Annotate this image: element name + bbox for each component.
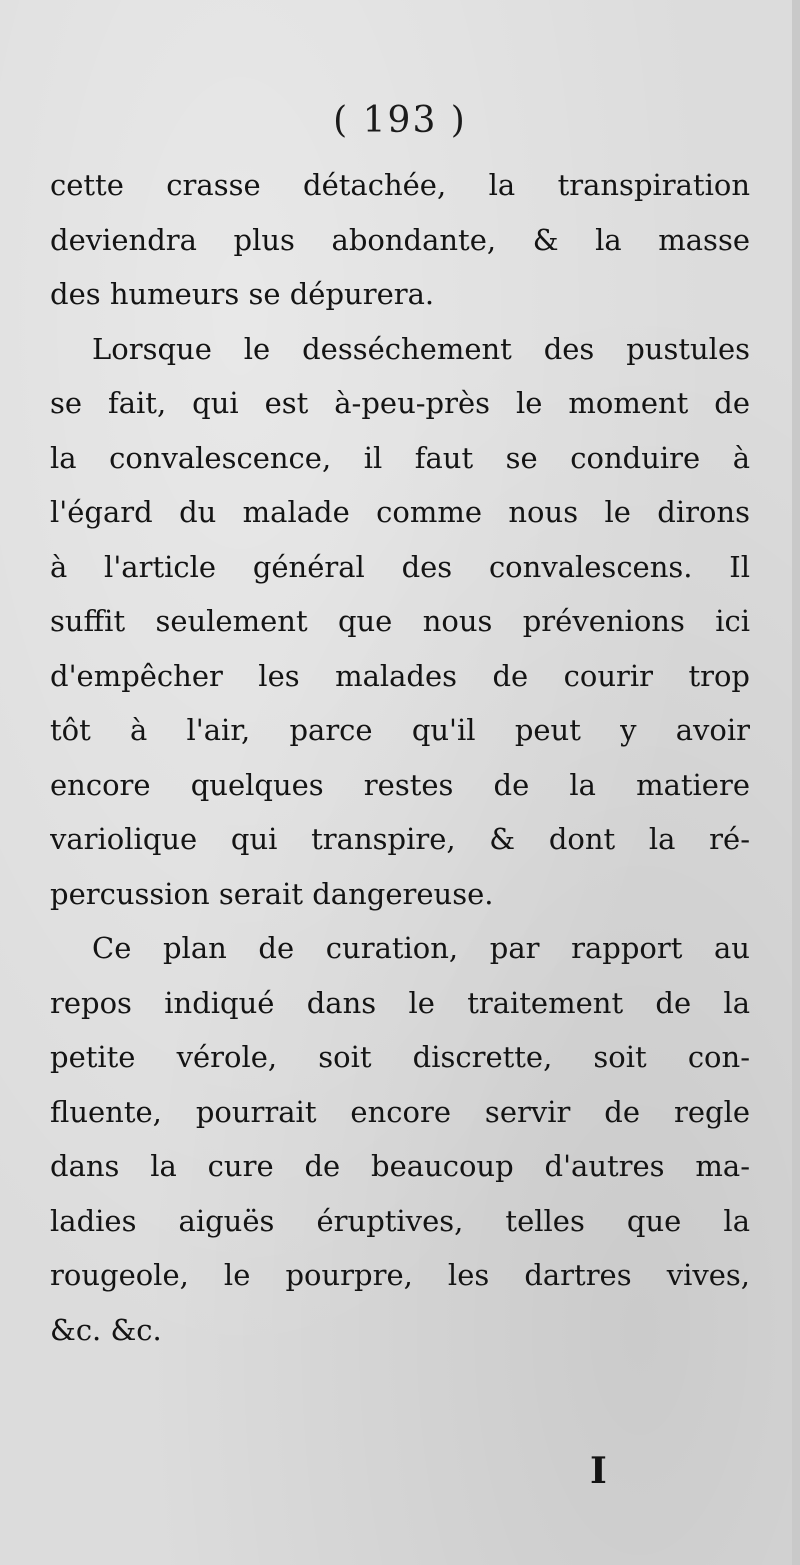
- paragraph-2: [50, 322, 750, 922]
- text-line: ladies aiguës éruptives, telles que la: [50, 1203, 750, 1238]
- text-line: Ce plan de curation, par rapport au: [92, 931, 750, 965]
- text-line: suffit seulement que nous prévenions ici: [50, 604, 750, 638]
- text-line: encore quelques restes de la matiere: [50, 767, 750, 802]
- text-line: variolique qui transpire, & dont la ré-: [50, 822, 750, 856]
- text-line: Lorsque le desséchement des pustules: [92, 331, 750, 366]
- page-number: ( 193 ): [333, 100, 467, 141]
- text-line: la convalescence, il faut se conduire à: [50, 440, 750, 475]
- body-text: [50, 158, 750, 1357]
- text-line: d'empêcher les malades de courir trop: [50, 658, 750, 693]
- text-line: l'égard du malade comme nous le dirons: [50, 495, 750, 529]
- text-line: à l'article général des convalescens. Il: [50, 549, 750, 584]
- text-line: fluente, pourrait encore servir de regle: [50, 1094, 750, 1129]
- text-line: se fait, qui est à-peu-près le moment de: [50, 386, 750, 420]
- signature-mark: I: [590, 1450, 607, 1492]
- text-line: petite vérole, soit discrette, soit con-: [50, 1040, 750, 1074]
- text-line: des humeurs se dépurera.: [50, 277, 435, 311]
- text-line: tôt à l'air, parce qu'il peut y avoir: [50, 713, 750, 747]
- text-line: repos indiqué dans le traitement de la: [50, 985, 750, 1020]
- text-line: percussion serait dangereuse.: [50, 876, 494, 911]
- text-line: &c. &c.: [50, 1312, 162, 1347]
- text-line: dans la cure de beaucoup d'autres ma-: [50, 1149, 750, 1183]
- text-line: deviendra plus abondante, & la masse: [50, 222, 750, 257]
- paragraph-1: [50, 158, 750, 322]
- paragraph-3: [50, 921, 750, 1357]
- text-line: rougeole, le pourpre, les dartres vives,: [50, 1258, 750, 1292]
- text-line: cette crasse détachée, la transpiration: [50, 168, 750, 202]
